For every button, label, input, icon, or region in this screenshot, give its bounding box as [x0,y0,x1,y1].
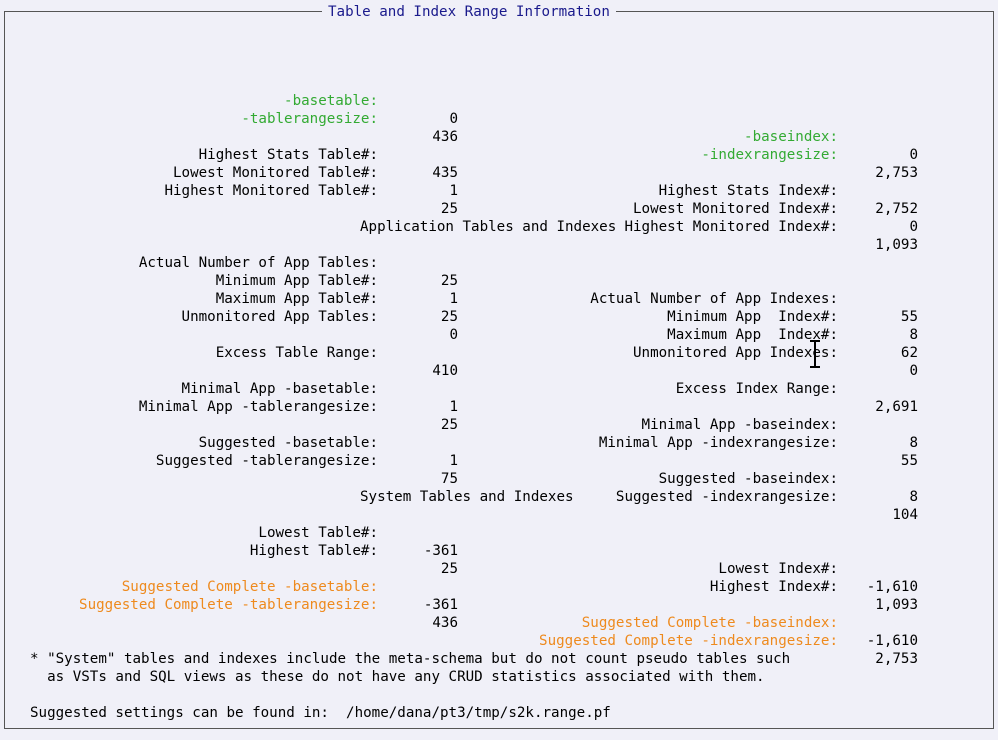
minimal-basetable-value: 1 [449,399,458,415]
maximum-app-table-value: 25 [440,309,458,325]
actual-app-tables-value: 25 [440,273,458,289]
actual-app-tables-label: Actual Number of App Tables: [138,255,378,271]
complete-baseindex-label: Suggested Complete -baseindex: [581,615,838,631]
tablerangesize-value: 436 [432,129,458,145]
maximum-app-table-label: Maximum App Table#: [215,291,378,307]
maximum-app-index-value: 62 [900,345,918,361]
highest-index-label: Highest Index#: [709,579,838,595]
lowest-table-label: Lowest Table#: [258,525,378,541]
highest-table-label: Highest Table#: [249,543,378,559]
minimum-app-index-label: Minimum App Index#: [667,309,838,325]
excess-index-range-label: Excess Index Range: [675,381,838,397]
lowest-index-value: -1,610 [866,579,918,595]
lowest-table-value: -361 [423,543,458,559]
unmonitored-app-tables-value: 0 [449,327,458,343]
app-section-heading: Application Tables and Indexes [360,219,617,235]
lowest-monitored-index-label: Lowest Monitored Index#: [633,201,838,217]
complete-baseindex-value: -1,610 [866,633,918,649]
settings-path-text: Suggested settings can be found in: /home/dana/pt3/tmp/s2k.range.pf [30,705,611,721]
minimal-tablerangesize-label: Minimal App -tablerangesize: [138,399,378,415]
minimal-baseindex-value: 8 [909,435,918,451]
indexrangesize-value: 2,753 [875,165,918,181]
highest-stats-table-value: 435 [432,165,458,181]
excess-table-range-label: Excess Table Range: [215,345,378,361]
minimal-baseindex-label: Minimal App -baseindex: [641,417,838,433]
suggested-indexrangesize-label: Suggested -indexrangesize: [615,489,838,505]
lowest-monitored-table-label: Lowest Monitored Table#: [173,165,378,181]
actual-app-indexes-value: 55 [900,309,918,325]
complete-tablerangesize-label: Suggested Complete -tablerangesize: [79,597,378,613]
suggested-baseindex-label: Suggested -baseindex: [658,471,838,487]
lowest-monitored-table-value: 1 [449,183,458,199]
highest-monitored-table-value: 25 [440,201,458,217]
lowest-index-label: Lowest Index#: [718,561,838,577]
text-cursor-icon [809,340,821,368]
minimal-indexrangesize-label: Minimal App -indexrangesize: [598,435,838,451]
tablerangesize-label: -tablerangesize: [241,111,378,127]
suggested-tablerangesize-label: Suggested -tablerangesize: [155,453,378,469]
suggested-basetable-label: Suggested -basetable: [198,435,378,451]
minimal-basetable-label: Minimal App -basetable: [181,381,378,397]
highest-table-value: 25 [440,561,458,577]
minimum-app-index-value: 8 [909,327,918,343]
footnote-text-1: * "System" tables and indexes include the meta-schema but do not count pseudo tables such [30,651,791,667]
system-section-heading: System Tables and Indexes [360,489,574,505]
highest-index-value: 1,093 [875,597,918,613]
excess-table-range-value: 410 [432,363,458,379]
settings-line [0,686,998,721]
suggested-indexrangesize-value: 104 [892,507,918,523]
suggested-basetable-value: 1 [449,453,458,469]
suggested-tablerangesize-value: 75 [440,471,458,487]
highest-stats-table-label: Highest Stats Table#: [198,147,378,163]
highest-monitored-table-label: Highest Monitored Table#: [164,183,378,199]
minimal-tablerangesize-value: 25 [440,417,458,433]
unmonitored-app-indexes-value: 0 [909,363,918,379]
actual-app-indexes-label: Actual Number of App Indexes: [590,291,838,307]
footnote-text-2: as VSTs and SQL views as these do not have any CRUD statistics associated with them. [30,669,765,685]
highest-monitored-index-label: Highest Monitored Index#: [624,219,838,235]
complete-indexrangesize-value: 2,753 [875,651,918,667]
complete-tablerangesize-value: 436 [432,615,458,631]
unmonitored-app-indexes-label: Unmonitored App Indexes: [633,345,838,361]
footnote-line-2 [0,650,998,685]
panel-title: Table and Index Range Information [322,3,616,21]
basetable-label: -basetable: [284,93,378,109]
complete-basetable-label: Suggested Complete -basetable: [121,579,378,595]
minimum-app-table-label: Minimum App Table#: [215,273,378,289]
minimum-app-table-value: 1 [449,291,458,307]
complete-basetable-value: -361 [423,597,458,613]
maximum-app-index-label: Maximum App Index#: [667,327,838,343]
highest-monitored-index-value: 1,093 [875,237,918,253]
baseindex-label: -baseindex: [744,129,838,145]
baseindex-value: 0 [909,147,918,163]
unmonitored-app-tables-label: Unmonitored App Tables: [181,309,378,325]
highest-stats-index-value: 2,752 [875,201,918,217]
suggested-baseindex-value: 8 [909,489,918,505]
lowest-monitored-index-value: 0 [909,219,918,235]
excess-index-range-value: 2,691 [875,399,918,415]
indexrangesize-label: -indexrangesize: [701,147,838,163]
basetable-value: 0 [449,111,458,127]
minimal-indexrangesize-value: 55 [900,453,918,469]
complete-indexrangesize-label: Suggested Complete -indexrangesize: [539,633,838,649]
highest-stats-index-label: Highest Stats Index#: [658,183,838,199]
